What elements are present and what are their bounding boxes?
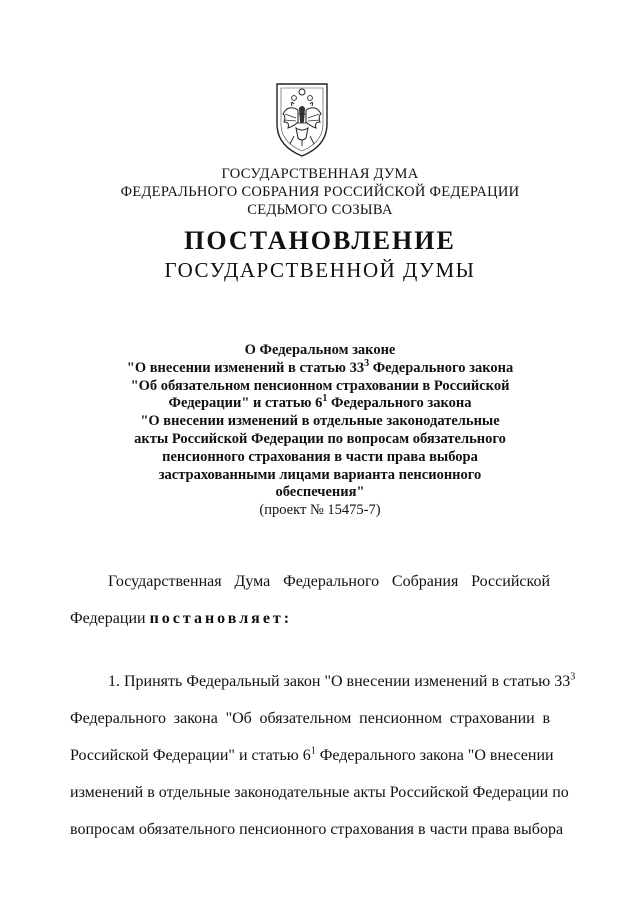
body-line: изменений в отдельные законодательные акты Российской Федерации по <box>70 784 569 801</box>
header-line-3: СЕДЬМОГО СОЗЫВА <box>247 202 393 218</box>
law-line: "О внесении изменений в статью $33^3$ Федерального закона <box>126 357 514 376</box>
law-line: "Об обязательном пенсионном страховании в Российской <box>130 377 510 394</box>
header-line-1: ГОСУДАРСТВЕННАЯ ДУМА <box>221 166 419 182</box>
law-line: обеспечения" <box>275 484 365 501</box>
law-line: О Федеральном законе <box>244 342 396 358</box>
body-line: Федерации постановляет: <box>70 610 293 627</box>
header-line-2: ФЕДЕРАЛЬНОГО СОБРАНИЯ РОССИЙСКОЙ ФЕДЕРАЦИИ <box>120 184 520 200</box>
law-line: пенсионного страхования в части права выбора <box>162 448 478 465</box>
law-line: "О внесении изменений в отдельные законодательные <box>140 413 500 430</box>
body-line: 1. Принять Федеральный закон "О внесении изменений в статью $33^3$ <box>108 671 576 690</box>
law-title-block <box>0 342 640 520</box>
law-line: застрахованными лицами варианта пенсионного <box>158 466 482 483</box>
body-line: Федерального закона "Об обязательном пенсионном страховании в <box>70 710 550 727</box>
law-line: акты Российской Федерации по вопросам обязательного <box>134 430 506 447</box>
body-line: Российской Федерации" и статью $6^1$ Федерального закона "О внесении <box>70 745 554 764</box>
resolves-word: постановляет: <box>149 610 293 627</box>
body-line: Государственная Дума Федерального Собрания Российской <box>108 573 550 590</box>
document-title: ПОСТАНОВЛЕНИЕ <box>184 226 456 255</box>
project-number: (проект № 15475-7) <box>259 502 381 519</box>
coat-of-arms-icon <box>272 78 332 158</box>
document-subtitle: ГОСУДАРСТВЕННОЙ ДУМЫ <box>164 258 476 282</box>
body-line: вопросам обязательного пенсионного страхования в части права выбора <box>70 821 564 838</box>
law-line: Федерации" и статью $6^1$ Федерального закона <box>168 393 472 412</box>
